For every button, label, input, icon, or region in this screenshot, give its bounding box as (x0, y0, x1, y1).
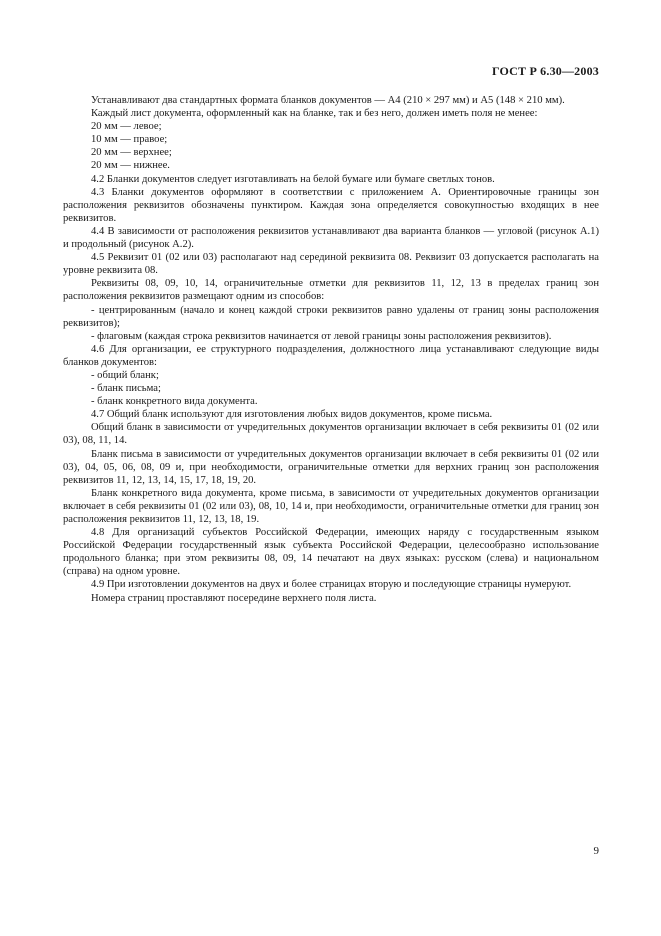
margin-left-item: 20 мм — левое; (91, 121, 162, 133)
blank-specific-item: - бланк конкретного вида документа. (91, 396, 258, 408)
document-body (63, 94, 599, 605)
method-flag-item: - флаговым (каждая строка реквизитов начинается от левой границы зоны расположения реквизитов). (91, 330, 552, 342)
method-centered-item: - центрированным (начало и конец каждой строки реквизитов равно удалены от границ зоны расположения реквизитов); (63, 304, 599, 329)
paragraph-4-4: 4.4 В зависимости от расположения реквизитов устанавливают два варианта бланков — угловой (рисунок А.1) и продольный (рисунок А.2). (63, 225, 599, 251)
paragraph-4-5: 4.5 Реквизит 01 (02 или 03) располагают над серединой реквизита 08. Реквизит 03 допускается располагать на уровне реквизита 08. (63, 252, 599, 277)
margin-right-item: 10 мм — правое; (91, 134, 168, 146)
paragraph-specific-blank: Бланк конкретного вида документа, кроме письма, в зависимости от учредительных документов организации включает в себя реквизиты 01 (02 или 03), 08, 10, 14 и, при необходимости, ограничительные отметки для границ зон расположения реквизитов 11, 12, 13, 18, 19. (63, 487, 599, 525)
margin-top-item: 20 мм — верхнее; (91, 147, 172, 159)
paragraph-4-8: 4.8 Для организаций субъектов Российской Федерации, имеющих наряду с государственным языком Российской Федерации государственный язык субъекта Российской Федерации, целесообразно использование продольного бланка; при этом реквизиты 08, 09, 14 печатают на двух языках: русском (слева) и национальном (справа) на одном уровне. (63, 527, 599, 578)
paragraph-general-blank: Общий бланк в зависимости от учредительных документов организации включает в себя реквизиты 01 (02 или 03), 08, 11, 14. (63, 422, 599, 447)
paragraph-4-3: 4.3 Бланки документов оформляют в соответствии с приложением А. Ориентировочные границы зон расположения реквизитов обозначены пунктиром. Каждая зона определяется совокупностью входящих в нее реквизитов. (63, 186, 599, 224)
margin-bottom-item: 20 мм — нижнее. (91, 160, 170, 172)
paragraph-placement-methods: Реквизиты 08, 09, 10, 14, ограничительные отметки для реквизитов 11, 12, 13 в пределах границ зон расположения реквизитов размещают одним из способов: (63, 278, 599, 303)
paragraph-4-2: 4.2 Бланки документов следует изготавливать на белой бумаге или бумаге светлых тонов. (91, 173, 495, 185)
document-code-header: ГОСТ Р 6.30—2003 (491, 64, 599, 78)
paragraph-margins-intro: Каждый лист документа, оформленный как на бланке, так и без него, должен иметь поля не менее: (91, 108, 538, 120)
paragraph-4-7: 4.7 Общий бланк используют для изготовления любых видов документов, кроме письма. (91, 409, 493, 421)
paragraph-page-numbers: Номера страниц проставляют посередине верхнего поля листа. (91, 592, 377, 604)
paragraph-4-6: 4.6 Для организации, ее структурного подразделения, должностного лица устанавливают следующие виды бланков документов: (63, 343, 599, 368)
paragraph-formats: Устанавливают два стандартных формата бланков документов — А4 (210 × 297 мм) и А5 (148 × 210 мм). (91, 95, 565, 106)
paragraph-4-9: 4.9 При изготовлении документов на двух и более страницах вторую и последующие страницы нумеруют. (91, 579, 572, 591)
paragraph-letter-blank: Бланк письма в зависимости от учредительных документов организации включает в себя реквизиты 01 (02 или 03), 04, 05, 06, 08, 09 и, при необходимости, ограничительные отметки для верхних границ зон расположения реквизитов 11, 12, 13, 14, 15, 17, 18, 19, 20. (63, 448, 599, 486)
page-number: 9 (593, 845, 599, 857)
blank-general-item: - общий бланк; (91, 369, 159, 381)
blank-letter-item: - бланк письма; (91, 383, 161, 395)
